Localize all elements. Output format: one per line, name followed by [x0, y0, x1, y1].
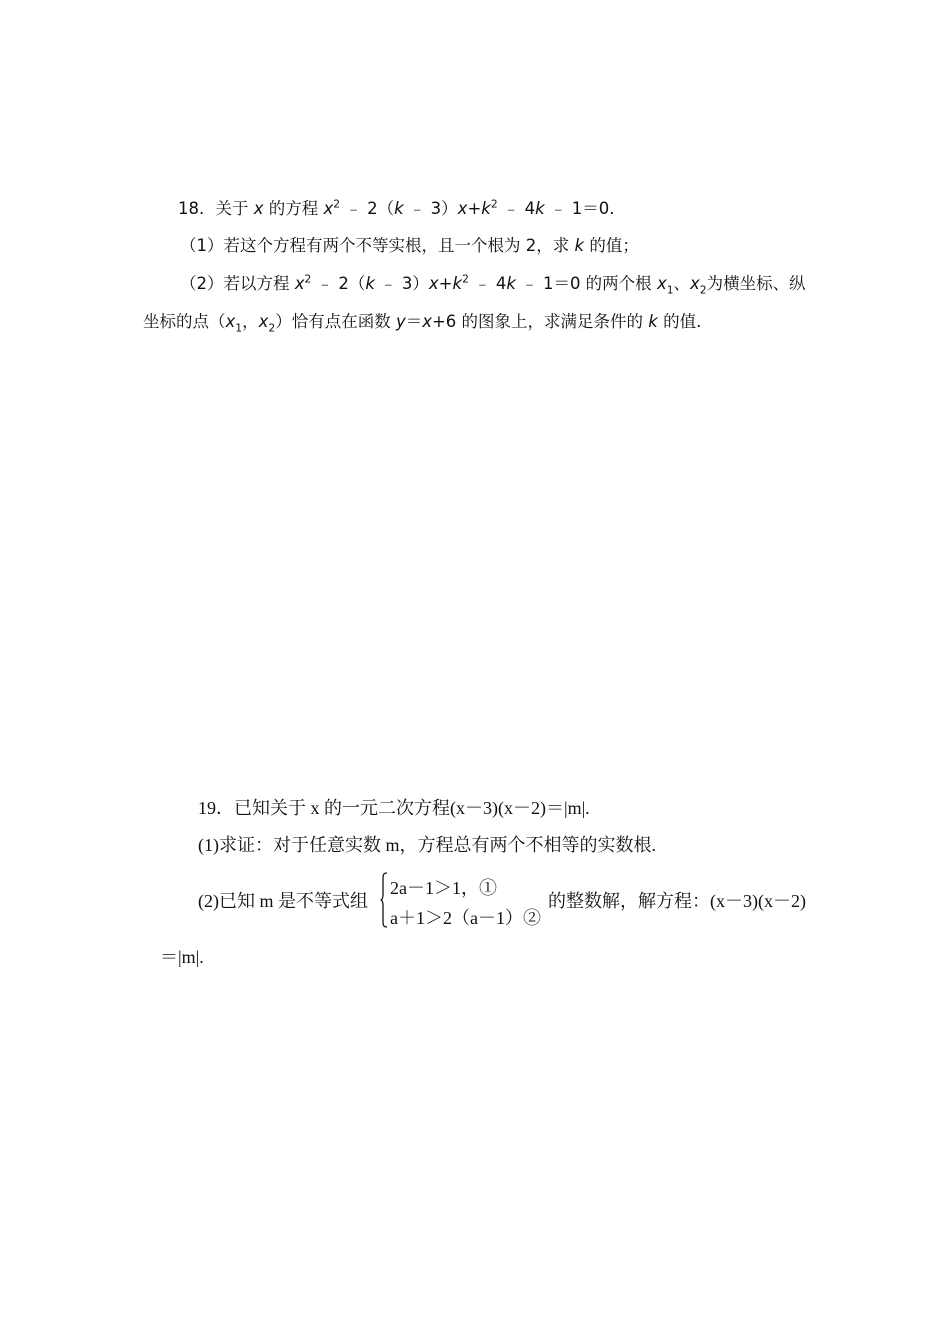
- problem19-part1: (1)求证：对于任意实数 m，方程总有两个不相等的实数根.: [198, 835, 656, 855]
- problem19-part2-continued: ＝|m|.: [160, 947, 204, 967]
- left-brace: [380, 872, 388, 928]
- problem19-stem: 19．已知关于 x 的一元二次方程(x－3)(x－2)＝|m|.: [198, 798, 590, 818]
- inequality-1: 2a－1＞1，①: [390, 878, 497, 898]
- problem18-part2: （2）若以方程 $x^2$ ﹣ 2（k ﹣ $3)x+k^2$ ﹣ 4k ﹣ 1＝0 的两个根 $x_1$、$x_2$为横坐标、纵: [180, 272, 806, 297]
- problem19-part2-prefix: (2)已知 m 是不等式组: [198, 891, 368, 911]
- problem-number: 18.: [178, 199, 205, 218]
- problem19-part2-suffix: 的整数解，解方程：(x－3)(x－2): [548, 891, 806, 911]
- problem18-part2-continued: 坐标的点（$x_1$，$x_2$）恰有点在函数 y＝x+6 的图象上，求满足条件的 k 的值.: [143, 312, 702, 335]
- problem18-part1: （1）若这个方程有两个不等实根，且一个根为 2，求 k 的值；: [180, 236, 639, 255]
- problem18-stem: 18. 关于 x 的方程 $x^2$ ﹣ 2（k ﹣ $3)x+k^2$ ﹣ 4k ﹣ 1＝0.: [178, 197, 615, 218]
- inequality-2: a＋1＞2（a－1）②: [390, 908, 541, 928]
